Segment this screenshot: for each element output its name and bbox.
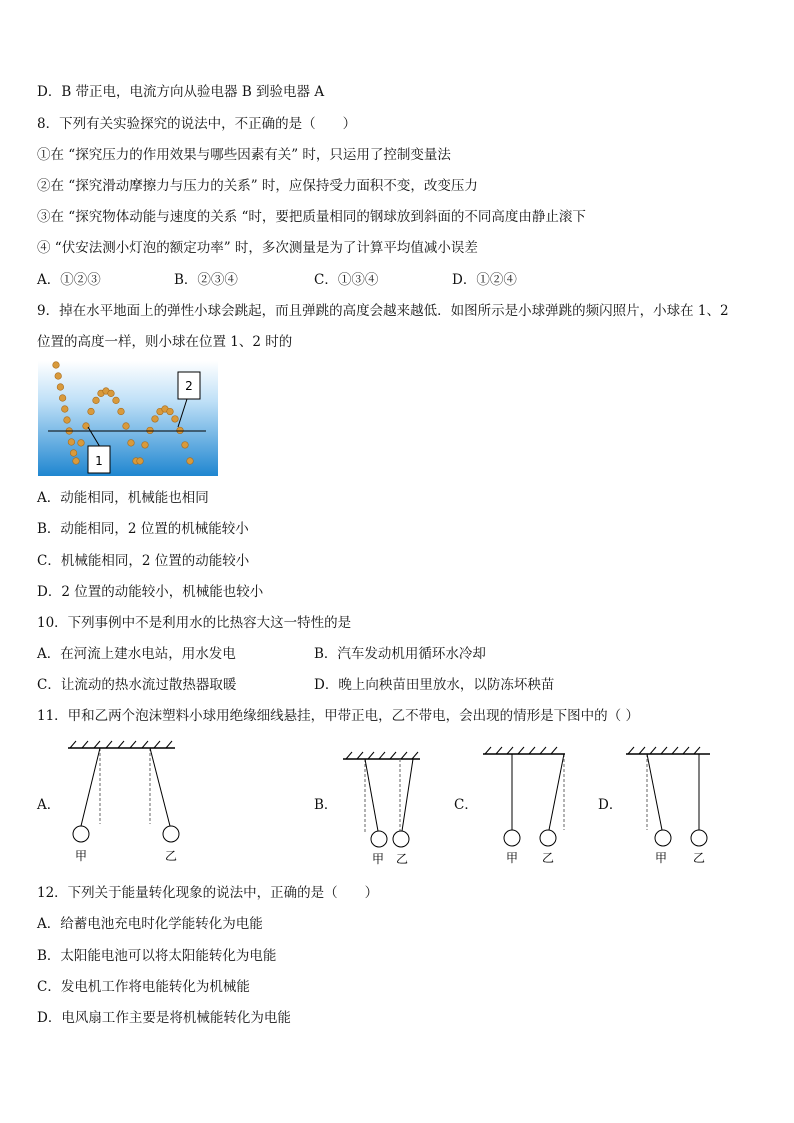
q8-statement-2: ②在 “探究滑动摩擦力与压力的关系” 时，应保持受力面积不变，改变压力 (37, 178, 478, 194)
ball-flash-image (68, 439, 75, 446)
ball-flash-image (182, 442, 189, 449)
ball-flash-image (147, 427, 154, 434)
bouncing-ball-figure (38, 361, 218, 476)
q8-statement-3: ③在 “探究物体动能与速度的关系 “时，要把质量相同的钢球放到斜面的不同高度由静止滚下 (37, 209, 586, 225)
q12-option-d: D．电风扇工作主要是将机械能转化为电能 (37, 1010, 291, 1026)
ball-flash-image (128, 440, 135, 447)
q9-stem-line2: 位置的高度一样，则小球在位置 1、2 时的 (37, 334, 293, 350)
ball-yi-label: 乙 (541, 851, 555, 865)
ball-jia-label: 甲 (654, 851, 668, 865)
ball-flash-image (123, 423, 130, 430)
ball-flash-image (142, 442, 149, 449)
ball-flash-image (73, 458, 80, 465)
pendulum-figure-a (60, 738, 185, 868)
q8-option-c: C．①③④ (314, 272, 379, 288)
q10-option-c: C．让流动的热水流过散热器取暖 (37, 677, 237, 693)
q12-option-b: B．太阳能电池可以将太阳能转化为电能 (37, 948, 277, 964)
pendulum-figure-b (338, 745, 423, 870)
pendulum-figure-d (623, 741, 713, 869)
q8-option-b: B．②③④ (174, 272, 238, 288)
ball-yi-label: 乙 (395, 852, 409, 866)
q8-stem: 8．下列有关实验探究的说法中，不正确的是（ ） (37, 116, 357, 132)
q10-option-d: D．晚上向秧苗田里放水，以防冻坏秧苗 (314, 677, 555, 693)
q7-option-d: D．B 带正电，电流方向从验电器 B 到验电器 A (37, 84, 325, 100)
q11-stem: 11．甲和乙两个泡沫塑料小球用绝缘细线悬挂，甲带正电，乙不带电，会出现的情形是下图中的（ ） (37, 708, 639, 724)
q10-option-a: A．在河流上建水电站，用水发电 (37, 646, 236, 662)
ball-yi-label: 乙 (692, 851, 706, 865)
ball-flash-image (137, 458, 144, 465)
label-2: 2 (185, 379, 193, 393)
ball-flash-image (187, 458, 194, 465)
q9-option-a: A．动能相同，机械能也相同 (37, 490, 209, 506)
ball-flash-image (55, 373, 62, 380)
q12-option-a: A．给蓄电池充电时化学能转化为电能 (37, 916, 263, 932)
ball-flash-image (108, 390, 115, 397)
q9-option-c: C．机械能相同，2 位置的动能较小 (37, 553, 250, 569)
q9-option-b: B．动能相同，2 位置的机械能较小 (37, 521, 249, 537)
q9-stem-line1: 9．掉在水平地面上的弹性小球会跳起，而且弹跳的高度会越来越低．如图所示是小球弹跳的频闪照片，小球在 1、2 (37, 303, 729, 319)
q11-label-d: D． (598, 797, 623, 813)
q11-label-c: C． (454, 797, 478, 813)
ball-flash-image (172, 416, 179, 423)
q12-stem: 12．下列关于能量转化现象的说法中，正确的是（ ） (37, 885, 379, 901)
ball-flash-image (57, 384, 64, 391)
q8-statement-1: ①在 “探究压力的作用效果与哪些因素有关” 时，只运用了控制变量法 (37, 147, 451, 163)
q8-option-a: A．①②③ (37, 272, 101, 288)
ball-flash-image (167, 408, 174, 415)
ball-flash-image (78, 440, 85, 447)
ball-jia-label: 甲 (74, 849, 88, 863)
ball-flash-image (59, 395, 66, 402)
ball-flash-image (177, 427, 184, 434)
q11-label-a: A． (37, 797, 61, 813)
ball-flash-image (53, 362, 60, 369)
ball-flash-image (64, 417, 71, 424)
q8-statement-4: ④ “伏安法测小灯泡的额定功率” 时，多次测量是为了计算平均值减小误差 (37, 240, 478, 256)
q10-option-b: B．汽车发动机用循环水冷却 (314, 646, 486, 662)
ball-jia-label: 甲 (371, 852, 385, 866)
pendulum-figure-c (479, 741, 569, 869)
ball-flash-image (62, 406, 69, 413)
ball-yi-label: 乙 (164, 849, 178, 863)
q10-stem: 10．下列事例中不是利用水的比热容大这一特性的是 (37, 615, 352, 631)
label-1: 1 (95, 454, 103, 468)
q12-option-c: C．发电机工作将电能转化为机械能 (37, 979, 250, 995)
ball-flash-image (113, 397, 120, 404)
ball-flash-image (118, 408, 125, 415)
q9-option-d: D．2 位置的动能较小，机械能也较小 (37, 584, 264, 600)
q8-option-d: D．①②④ (452, 272, 517, 288)
q11-label-b: B． (314, 797, 338, 813)
ball-flash-image (93, 397, 100, 404)
ball-flash-image (152, 416, 159, 423)
ball-flash-image (88, 408, 95, 415)
ball-flash-image (70, 450, 77, 457)
ball-jia-label: 甲 (505, 851, 519, 865)
